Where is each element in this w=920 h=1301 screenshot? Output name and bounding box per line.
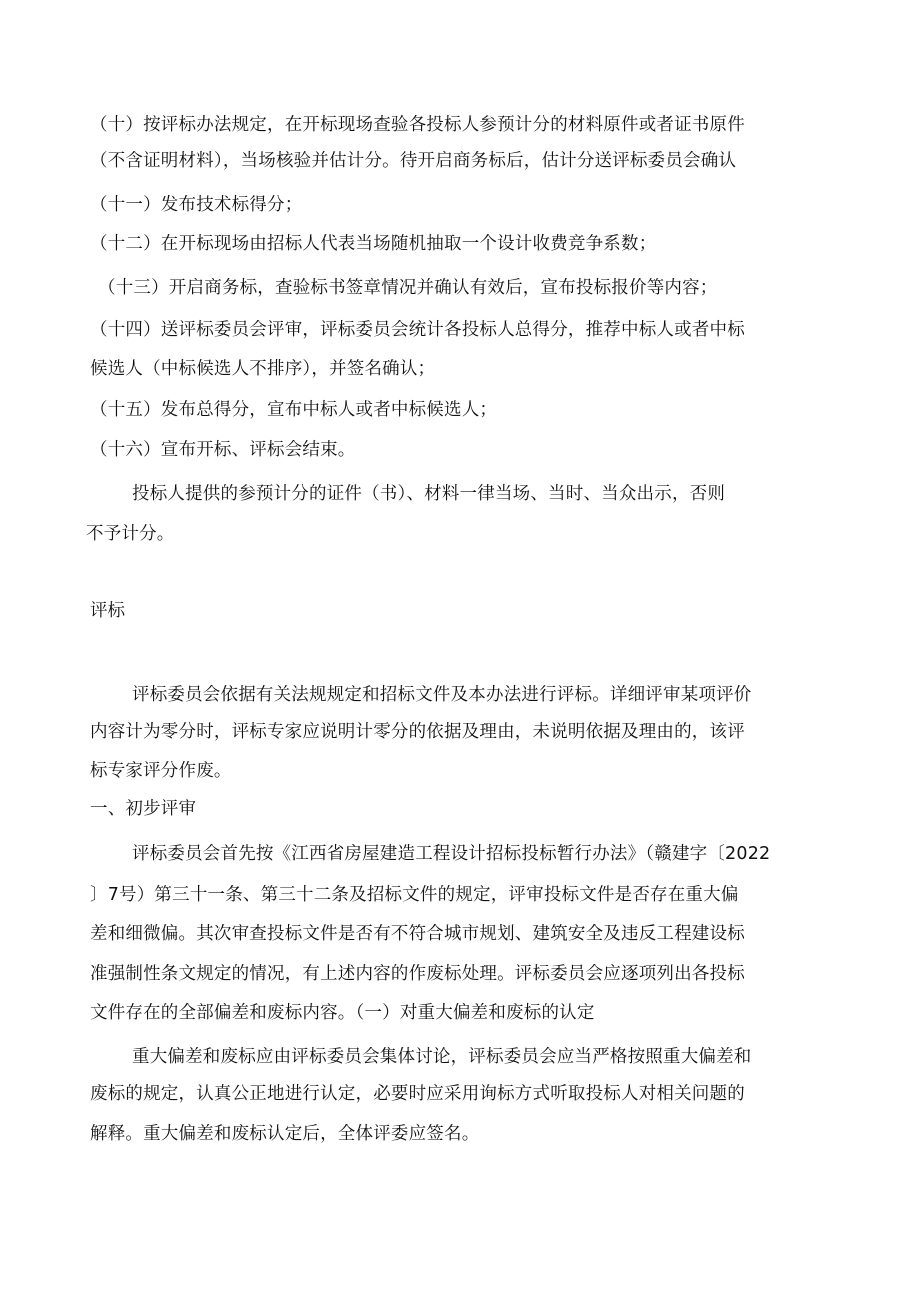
paragraph-line: 标专家评分作废。 (90, 761, 232, 781)
paragraph-line: （十五）发布总得分，宣布中标人或者中标候选人； (90, 400, 498, 420)
paragraph-line: 不予计分。 (86, 524, 175, 544)
paragraph-line: （十四）送评标委员会评审，评标委员会统计各投标人总得分，推荐中标人或者中标 (90, 320, 745, 340)
paragraph-line: 投标人提供的参预计分的证件（书）、材料一律当场、当时、当众出示，否则 (132, 484, 726, 504)
paragraph-line: 解释。重大偏差和废标认定后，全体评委应签名。 (90, 1124, 480, 1144)
paragraph-line: 文件存在的全部偏差和废标内容。（一）对重大偏差和废标的认定 (90, 1003, 595, 1023)
paragraph-line: 差和细微偏。其次审查投标文件是否有不符合城市规划、建筑安全及违反工程建设标 (90, 924, 745, 944)
paragraph-line: （十六）宣布开标、评标会结束。 (90, 440, 356, 460)
paragraph-line: （十三）开启商务标，查验标书签章情况并确认有效后，宣布投标报价等内容； (98, 278, 718, 298)
paragraph-line: （十二）在开标现场由招标人代表当场随机抽取一个设计收费竞争系数； (90, 234, 657, 254)
section-title: 评标 (90, 601, 125, 621)
paragraph-line: 候选人（中标候选人不排序），并签名确认； (90, 359, 436, 379)
paragraph-line: （十）按评标办法规定，在开标现场查验各投标人参预计分的材料原件或者证书原件 (90, 115, 745, 135)
paragraph-line: （不含证明材料），当场核验并估计分。待开启商务标后，估计分送评标委员会确认 (90, 151, 737, 171)
paragraph-line: （十一）发布技术标得分； (90, 195, 303, 215)
paragraph-line: 重大偏差和废标应由评标委员会集体讨论，评标委员会应当严格按照重大偏差和 (132, 1047, 752, 1067)
paragraph-line: 内容计为零分时，评标专家应说明计零分的依据及理由，未说明依据及理由的，该评 (90, 722, 745, 742)
paragraph-line: 〕7号）第三十一条、第三十二条及招标文件的规定，评审投标文件是否存在重大偏 (90, 885, 739, 905)
paragraph-line: 评标委员会首先按《江西省房屋建造工程设计招标投标暂行办法》（赣建字〔2022 (132, 844, 771, 864)
paragraph-line: 准强制性条文规定的情况，有上述内容的作废标处理。评标委员会应逐项列出各投标 (90, 964, 745, 984)
subsection-title: 一、初步评审 (90, 799, 197, 819)
paragraph-line: 评标委员会依据有关法规规定和招标文件及本办法进行评标。详细评审某项评价 (132, 685, 752, 705)
paragraph-line: 废标的规定，认真公正地进行认定，必要时应采用询标方式听取投标人对相关问题的 (90, 1084, 745, 1104)
